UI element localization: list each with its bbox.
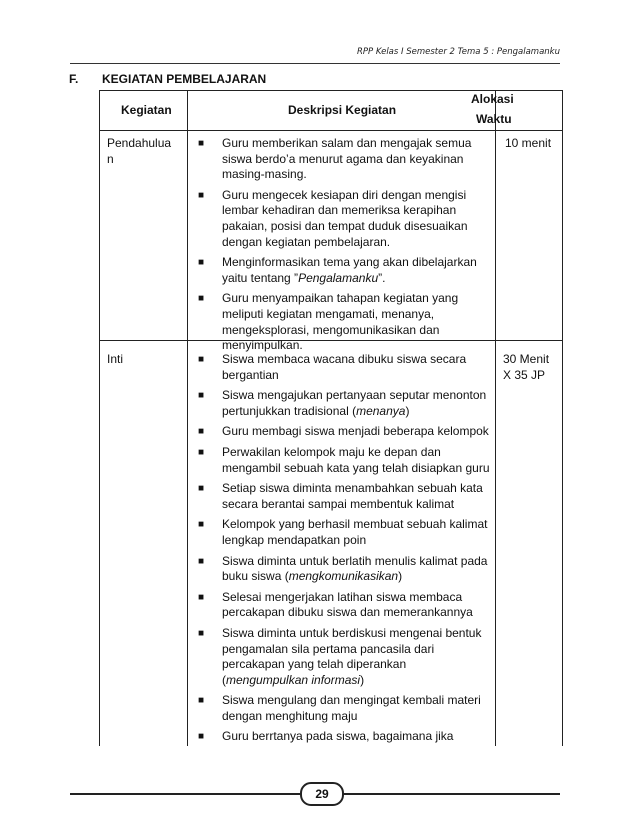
list-item: ■ Menginformasikan tema yang akan dibelajarkan yaitu tentang ”Pengalamanku”. xyxy=(198,255,477,285)
bullet-square-icon: ■ xyxy=(198,390,205,402)
bullet-square-icon: ■ xyxy=(198,591,205,603)
row1-kegiatan-line2: n xyxy=(107,151,114,166)
table-divider-col1 xyxy=(187,90,188,746)
row2-waktu xyxy=(503,352,549,383)
table-border-right xyxy=(562,90,563,746)
row2-activity-list xyxy=(195,352,491,750)
header-deskripsi: Deskripsi Kegiatan xyxy=(288,103,397,117)
bullet-square-icon: ■ xyxy=(198,627,205,639)
list-item: ■ Guru mengecek kesiapan diri dengan mengisi lembar kehadiran dan memeriksa kerapihan pakaian, posisi dan tempat duduk disesuaikan dengan kegiatan pembelajaran. xyxy=(198,187,468,249)
list-item: ■ Perwakilan kelompok maju ke depan dan mengambil sebuah kata yang telah disiapkan guru xyxy=(198,444,490,475)
list-item: ■ Siswa diminta untuk berlatih menulis kalimat pada buku siswa (mengkomunikasikan) xyxy=(198,553,488,584)
bullet-square-icon: ■ xyxy=(198,731,205,743)
activity-table xyxy=(99,90,562,746)
header-alokasi: Alokasi xyxy=(471,92,514,106)
row2-waktu-line2: X 35 JP xyxy=(503,367,546,382)
row1-kegiatan xyxy=(107,136,171,167)
bullet-square-icon: ■ xyxy=(198,293,205,305)
row1-waktu xyxy=(505,136,551,152)
bullet-square-icon: ■ xyxy=(198,519,205,531)
header-rule xyxy=(70,63,560,64)
bullet-square-icon: ■ xyxy=(198,354,205,365)
bullet-square-icon: ■ xyxy=(198,189,205,201)
bullet-square-icon: ■ xyxy=(198,138,205,149)
bullet-square-icon: ■ xyxy=(198,426,205,438)
list-item: ■ Kelompok yang berhasil membuat sebuah kalimat lengkap mendapatkan poin xyxy=(198,517,488,547)
bullet-square-icon: ■ xyxy=(198,483,205,495)
list-item: ■ Selesai mengerjakan latihan siswa membaca percakapan dibuku siswa dan memerankannya xyxy=(198,589,473,620)
section-title: KEGIATAN PEMBELAJARAN xyxy=(102,72,267,86)
list-item: ■ Guru membagi siswa menjadi beberapa kelompok xyxy=(198,424,489,439)
header-divider xyxy=(99,130,562,131)
footer-rule-left xyxy=(70,793,300,795)
list-item: ■ Setiap siswa diminta menambahkan sebuah kata secara berantai sampai membentuk kalimat xyxy=(198,481,483,511)
row1-waktu-line1: 10 menit xyxy=(505,136,552,150)
footer-rule-right xyxy=(342,793,560,795)
list-item: ■ Siswa mengajukan pertanyaan seputar menonton pertunjukkan tradisional (menanya) xyxy=(198,388,487,418)
list-item: ■ Siswa diminta untuk berdiskusi mengenai bentuk pengamalan sila pertama pancasila dari percakapan yang telah diperankan (mengumpulkan informasi) xyxy=(198,625,482,687)
list-item: ■ Guru menyampaikan tahapan kegiatan yang meliputi kegiatan mengamati, menanya, mengeksplorasi, mengomunikasikan dan menyimpulkan. xyxy=(198,291,459,353)
row2-waktu-line1: 30 Menit xyxy=(503,352,550,366)
row1-activity-list xyxy=(195,136,491,359)
header-waktu: Waktu xyxy=(476,112,512,126)
table-border-left xyxy=(99,90,100,746)
bullet-square-icon: ■ xyxy=(198,257,205,269)
list-item: ■ Siswa membaca wacana dibuku siswa secara bergantian xyxy=(198,352,467,382)
row1-kegiatan-line1: Pendahulua xyxy=(107,136,172,150)
list-item: ■ Siswa mengulang dan mengingat kembali materi dengan menghitung maju xyxy=(198,693,481,723)
list-item: ■ Guru memberikan salam dan mengajak semua siswa berdo’a menurut agama dan keyakinan masing-masing. xyxy=(198,136,472,182)
running-header: RPP Kelas I Semester 2 Tema 5 : Pengalamanku xyxy=(356,47,560,57)
bullet-square-icon: ■ xyxy=(198,446,205,458)
row2-kegiatan-line1: Inti xyxy=(107,352,124,366)
bullet-square-icon: ■ xyxy=(198,695,205,707)
list-item: ■ Guru berrtanya pada siswa, bagaimana jika xyxy=(198,729,454,744)
bullet-square-icon: ■ xyxy=(198,555,205,567)
section-letter: F. xyxy=(69,72,79,86)
table-divider-col2 xyxy=(495,90,496,746)
row2-kegiatan xyxy=(107,352,123,368)
header-kegiatan: Kegiatan xyxy=(121,103,172,117)
page-number: 29 xyxy=(300,782,344,806)
